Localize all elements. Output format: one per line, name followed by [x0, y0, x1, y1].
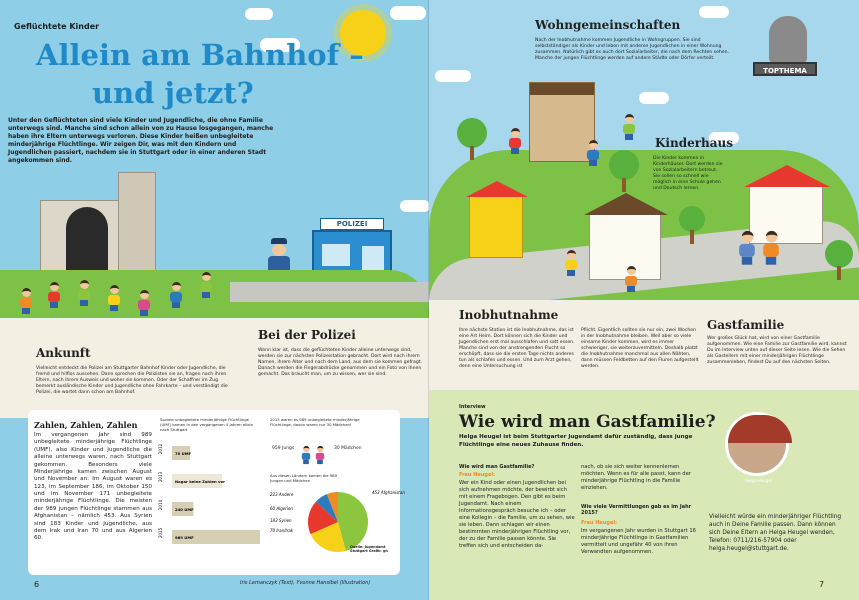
inobhut-text2: Pflicht. Eigentlich sollten sie nur ein, zwei Wochen in der Inobhutnahme bleiben. Weil aber so viele einsame Kinder kommen, wird es immer schwieriger, sie weiterzuvermitteln. Deshalb platzt die Inobhutnahme manchmal aus allen Nähten, dann müssen Feldbetten auf den Fluren aufgestellt werden.: [581, 328, 699, 369]
pie-label: 453 Afghanistan: [372, 490, 405, 495]
wohn-heading: Wohngemeinschaften: [535, 18, 681, 32]
tree: [679, 206, 705, 244]
pie-label: 70 Iran/Irak: [270, 528, 294, 533]
answer-2-text: Im vergangenen Jahr wurden in Stuttgart 16 minderjährige Flüchtlinge in Gastfamilien vermittelt und ungefähr 40 von ihren Verwandten aufgenommen.: [581, 528, 696, 556]
adult-figure: [739, 231, 755, 275]
bar-value-label: 70 UMF: [175, 451, 192, 456]
contact-text: Vielleicht würde ein minderjähriger Flüchtling auch in Deine Familie passen. Dann können sich Deine Eltern an Helga Heugel wenden, Telefon: 0711/216-57904 oder helga.heugel@stuttgart.de.: [709, 514, 842, 552]
child-figure: [78, 280, 90, 306]
cloud: [390, 6, 426, 20]
police-window: [322, 244, 350, 266]
cloud: [400, 200, 430, 212]
question-1: Wie wird man Gastfamilie?: [459, 464, 535, 470]
bar-chart-caption: Soviele unbegleitete minderjährige Flüchtlinge (UMF) kamen in den vergangenen 4 Jahren allein nach Stuttgart: [160, 417, 254, 432]
photo-caption: Helga Heugel: [745, 478, 772, 483]
page-title-line1: Allein am Bahnhof –: [36, 38, 364, 72]
bar-value-label: 240 UMF: [175, 507, 194, 512]
yellow-house: [469, 196, 523, 258]
cloud: [699, 6, 729, 18]
station-arch: [66, 207, 108, 271]
left-page: [0, 0, 429, 600]
pie-label: 60 Algerien: [270, 506, 293, 511]
bar-year-label: 2015: [158, 527, 163, 538]
tree: [457, 118, 487, 160]
police-sign: POLIZEI: [320, 218, 384, 230]
bar-chart: [158, 436, 266, 556]
answer-2-name: Frau Heugel:: [581, 520, 618, 526]
child-figure: [108, 285, 120, 311]
adult-figure: [763, 231, 779, 275]
cloud: [435, 70, 471, 82]
cloud: [639, 92, 669, 104]
gast-heading: Gastfamilie: [707, 318, 785, 332]
gast-text: Wer großes Glück hat, wird von einer Gastfamilie aufgenommen. Wie eine Familie zur Gastfamilie wird, kannst Du im Interview unten auf dieser Seite lesen. Wie die Sehen als Gastellern mit einer minderjährigen Flüchtlinge zusammenleben, findest Du auf den nächsten Seiten.: [707, 336, 847, 365]
cloud: [245, 8, 273, 20]
polizei-text: Wenn klar ist, dass die geflüchteten Kinder alleine unterwegs sind, werden sie zur nächsten Polizeistation gebracht. Dort wird nach ihrem Namen, ihrem Alter und nach dem Land, aus dem sie kommen gefragt. Danach werden die Fingerabdrücke genommen und ein Foto von ihnen gemacht. Das braucht man, um zu wissen, wer sie sind.: [258, 348, 423, 377]
topthema-badge: TOPTHEMA: [753, 62, 817, 76]
ankunft-heading: Ankunft: [36, 346, 91, 360]
apartment-building: [529, 82, 595, 162]
portrait-photo: [725, 412, 789, 476]
child-figure: [170, 282, 182, 308]
kinderhaus-heading: Kinderhaus: [655, 136, 734, 150]
gender-boys: 959 Jungs: [272, 446, 295, 451]
interview-title: Wie wird man Gastfamilie?: [459, 412, 716, 432]
bar-year-label: 2014: [158, 499, 163, 510]
kinderhaus-text: Die Kinder kommen in Kinderhäuser. Dort werden sie von Sozialarbeitern betreut. Sie sollen so schnell wie möglich in eine Schule gehen und Deutsch lernen.: [653, 156, 723, 191]
kicker: Geflüchtete Kinder: [14, 22, 100, 31]
inobhut-text1: Ihre nächste Station ist die Inobhutnahme, das ist eine Art Heim. Dort können sich die Kinder und Jugendlichen erst mal ausschlafen und satt essen. Manche sind von der anstrengenden Flucht so erschöpft, dass sie die ersten Tage nichts anderes tun als schlafen und essen. Und zum Arzt gehen, denn eine Untersuchung ist: [459, 328, 575, 369]
tree: [609, 150, 639, 192]
child-figure: [138, 290, 150, 316]
child-figure: [623, 114, 635, 140]
road: [230, 282, 429, 302]
bar-value-label: 989 UMF: [175, 535, 194, 540]
answer-1-cont: nach, ob sie sich weiter kennenlernen möchten. Wenn es für alle passt, kann der minderjährige Flüchtling in die Familie einziehen.: [581, 464, 691, 492]
mascot-icon: [769, 16, 807, 64]
chart-source: Quelle: Jugendamt Stuttgart Grafik: gh: [350, 545, 388, 554]
interview-intro: Helga Heugel ist beim Stuttgarter Jugendamt dafür zuständig, dass junge Flüchtlinge eine neues Zuhause finden.: [459, 434, 693, 448]
pie-caption: Aus diesen Ländern kamen die 989 Jungen und Mädchen: [270, 473, 337, 483]
zahlen-heading: Zahlen, Zahlen, Zahlen: [34, 420, 138, 430]
inobhut-heading: Inobhutnahme: [459, 308, 559, 322]
child-figure: [200, 272, 212, 298]
tree: [825, 240, 853, 280]
girl-icon: [316, 446, 324, 464]
polizei-heading: Bei der Polizei: [258, 328, 356, 342]
pie-label: 223 Andere: [270, 492, 294, 497]
bar-value-label: Nagar keine Zahlen vor: [175, 479, 225, 484]
zahlen-text: Im vergangenen Jahr sind 989 unbegleitete minderjährige Flüchtlinge (UMF), also Kinder und Jugendliche die alleine unterwegs waren, nach Stuttgart gekommen. Besonders viele Minderjährige kamen zwischen August und November an: Im August waren es 123, im September 186, im Oktober 150 und im November 171 unbegleitete minderjährige Flüchtlinge. Die meisten der 989 jungen Flüchtlinge stammen aus Afghanistan – nämlich 453. Aus Syrien sind 183 Kinder und Jugendliche, aus dem Irak und Iran 70 und aus Algerien 60.: [34, 432, 152, 542]
answer-1-text: Wer ein Kind oder einen Jugendlichen bei sich aufnehmen möchte, der bewirbt sich mit einem Fragebogen. Den gibt es beim Jugendamt. Nach einem Informationsgespräch besuche ich – oder eine Kollegin – die Familie, um zu sehen, wie sie leben. Dann schlagen wir einen bestimmten minderjährigen Flüchtling vor, der zu der Familie passen könnte. Sie treffen sich und entscheiden da-: [459, 480, 575, 550]
child-figure: [625, 266, 637, 292]
ankunft-text: Vielleicht entdeckt die Polizei am Stuttgarter Bahnhof Kinder oder Jugendliche, die fremd und hilflos aussehen. Dann sprechen die Polizisten sie an, fragen nach ihren Eltern, nach ihrem Ausweis und woher sie kommen. Oder der Schaffner im Zug bemerkt ausländische Kinder und Jugendliche ohne Fahrkarte – und verständigt die Polizei, die wartet dann schon am Bahnhof.: [36, 366, 228, 395]
credits: Iris Lemanczyk (Text), Yvonne Hanslbel (Illustration): [240, 580, 371, 586]
child-figure: [509, 128, 521, 154]
pie-label: 183 Syrien: [270, 518, 292, 523]
interview-label: Interview: [459, 404, 486, 410]
page-number-left: 6: [34, 580, 40, 589]
page-title-line2: und jetzt?: [92, 76, 254, 110]
child-figure: [565, 250, 577, 276]
boy-icon: [302, 446, 310, 464]
gender-girls: 30 Mädchen: [334, 446, 362, 451]
page-number-right: 7: [819, 580, 825, 589]
question-2: Wie viele Vermittlungen gab es im Jahr 2015?: [581, 504, 692, 516]
child-figure: [48, 282, 60, 308]
red-roof-house: [749, 186, 823, 244]
answer-1-name: Frau Heugel:: [459, 472, 496, 478]
right-page: [429, 0, 859, 600]
wohn-text: Nach der Inobhutnahme kommen Jugendliche in Wohngruppen. Sie sind selbstständiger als Kinder und leben mit anderen Jugendlichen in einer Wohnung zusammen. Natürlich gibt es auch dort Sozialarbeiter, die nach dem Rechten sehen. Manche der jungen Flüchtlinge werden auf andere Städte oder Dörfer verteilt.: [535, 38, 730, 61]
gender-caption: 2015 waren es 989 unbegleitete minderjährige Flüchtlinge, davon waren nur 30 Mädchen!: [270, 417, 360, 427]
station-tower: [118, 172, 156, 280]
child-figure: [587, 140, 599, 166]
bar-year-label: 2013: [158, 471, 163, 482]
intro-text: Unter den Geflüchteten sind viele Kinder und Jugendliche, die ohne Familie unterwegs sind. Manche sind schon allein von zu Hause losgegangen, manche haben ihre Eltern unterwegs verloren. Diese Kinder heißen unbegleitete minderjährige Flüchtlinge. Wir zeigen Dir, was mit den Kindern und Jugendlichen passiert, nachdem sie in Stuttgart oder in einer anderen Stadt angekommen sind.: [8, 117, 274, 165]
child-figure: [20, 288, 32, 314]
bar-year-label: 2012: [158, 443, 163, 454]
